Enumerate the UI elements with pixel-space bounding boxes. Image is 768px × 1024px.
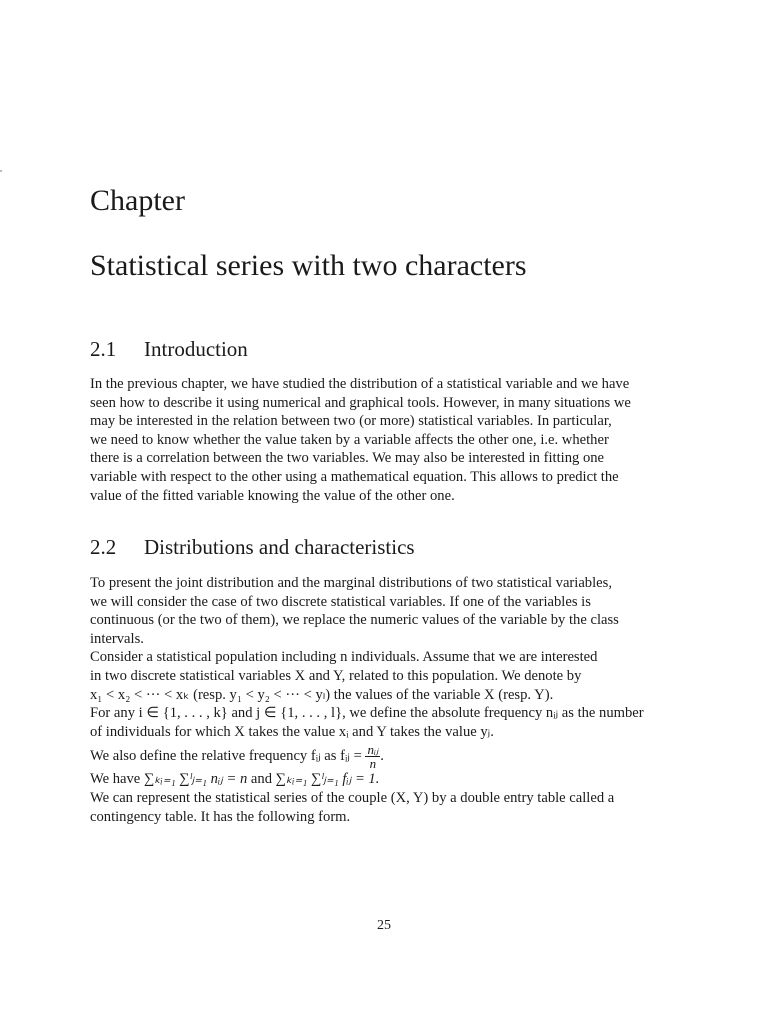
section-title: Distributions and characteristics <box>144 535 415 559</box>
text-line: To present the joint distribution and the marginal distributions of two statistical variables, <box>90 575 612 591</box>
text-line: seen how to describe it using numerical and graphical tools. However, in many situations we <box>90 394 631 411</box>
relative-frequency-line: We also define the relative frequency fᵢⱼ as fᵢⱼ = $\frac{\text{nᵢⱼ}}{n}$ . <box>90 742 384 772</box>
page-number: 25 <box>377 918 391 933</box>
text-line: may be interested in the relation between two (or more) statistical variables. In particular, <box>90 413 612 430</box>
text-line: contingency table. It has the following form. <box>90 808 351 825</box>
section-number: 2.2 <box>90 535 117 559</box>
chapter-label: Chapter <box>90 184 185 217</box>
sum-line <box>90 770 678 789</box>
text-line: of individuals for which X takes the value xᵢ and Y takes the value yⱼ. <box>90 723 494 740</box>
text-line: in two discrete statistical variables X and Y, related to this population. We denote by <box>90 667 582 684</box>
section-introduction <box>90 336 678 505</box>
text-fragment: We also define the relative frequency fᵢⱼ as fᵢⱼ = <box>90 748 362 765</box>
text-line: continuous (or the two of them), we replace the numeric values of the variable by the class <box>90 612 619 629</box>
fraction-denominator: n <box>369 756 377 772</box>
text-line: value of the fitted variable knowing the value of the other one. <box>90 487 455 504</box>
section-number: 2.1 <box>90 337 117 361</box>
text-line: we need to know whether the value taken by a variable affects the other one, i.e. whether <box>90 431 609 448</box>
text-line: there is a correlation between the two variables. We may also be interested in fitting one <box>90 450 605 467</box>
fraction-numerator: nᵢⱼ <box>367 742 379 758</box>
text-fragment: We have <box>90 771 141 788</box>
chapter-title: Statistical series with two characters <box>90 249 527 282</box>
intro-paragraph <box>90 375 678 505</box>
distributions-paragraph <box>90 574 678 826</box>
text-line: variable with respect to the other using a mathematical equation. This allows to predict the <box>90 468 619 485</box>
text-fragment: and <box>250 771 272 788</box>
fraction <box>365 743 380 770</box>
section-title: Introduction <box>144 337 248 361</box>
text-line: intervals. <box>90 630 144 647</box>
scan-artifact-dot <box>0 170 2 172</box>
text-line: For any i ∈ {1, . . . , k} and j ∈ {1, . . . , l}, we define the absolute frequency nᵢⱼ as the number <box>90 705 644 722</box>
section-heading <box>90 336 678 362</box>
text-line: we will consider the case of two discrete statistical variables. If one of the variables is <box>90 593 591 610</box>
section-heading <box>90 534 678 560</box>
sum-formula: ∑ₖᵢ₌₁ ∑ˡⱼ₌₁ nᵢⱼ = n <box>143 771 248 788</box>
sum-formula: ∑ₖᵢ₌₁ ∑ˡⱼ₌₁ fᵢⱼ = 1. <box>275 771 380 788</box>
document-page <box>90 0 678 1024</box>
section-distributions <box>90 534 678 826</box>
text-line: Consider a statistical population including n individuals. Assume that we are interested <box>90 649 598 666</box>
text-line: We can represent the statistical series of the couple (X, Y) by a double entry table called a <box>90 789 615 806</box>
text-line: x₁ < x₂ < ··· < xₖ (resp. y₁ < y₂ < ··· < yₗ) the values of the variable X (resp. Y). <box>90 686 554 703</box>
text-line: In the previous chapter, we have studied the distribution of a statistical variable and we have <box>90 376 630 392</box>
